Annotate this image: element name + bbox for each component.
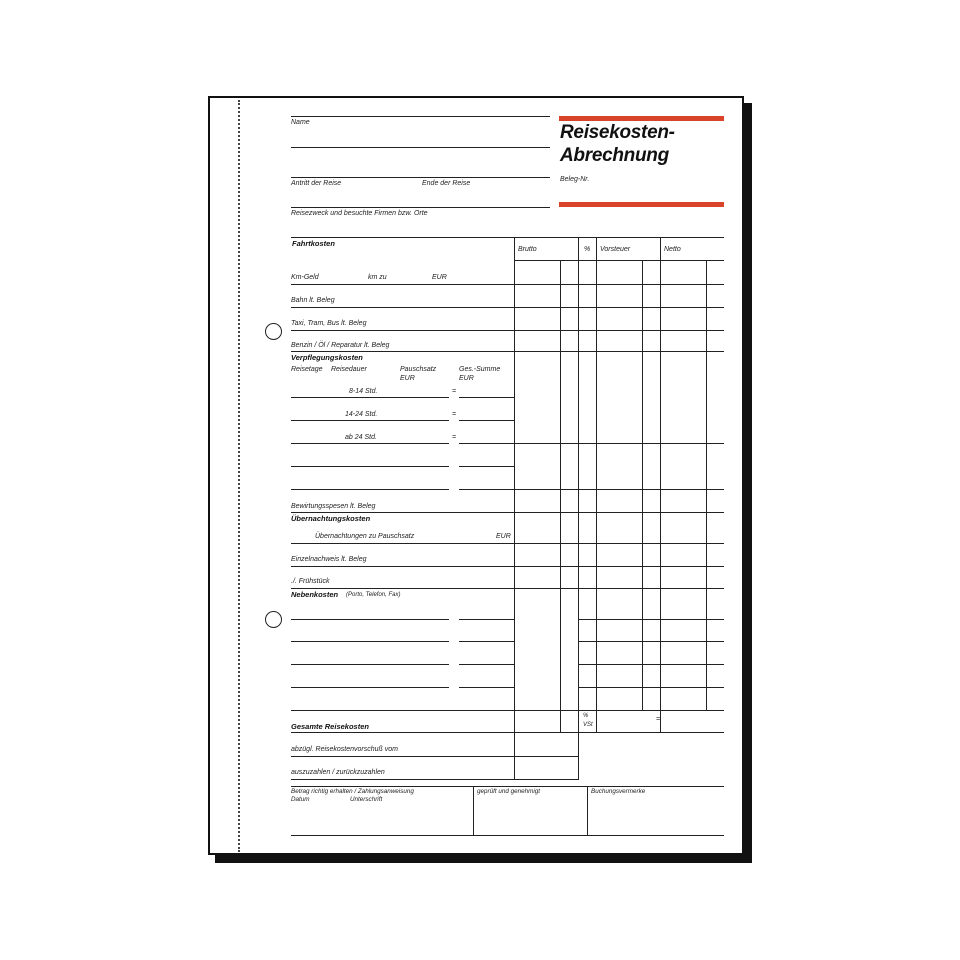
payout-field[interactable] (291, 779, 579, 780)
punch-hole (265, 323, 282, 340)
equals-sign: = (452, 434, 457, 441)
vst-label: VSt (583, 722, 593, 728)
row-rule (579, 687, 724, 688)
col-line-brutto-left (514, 237, 515, 779)
meal-sum-field[interactable] (459, 397, 514, 398)
ende-label: Ende der Reise (422, 180, 471, 187)
bewirtung-label: Bewirtungsspesen lt. Beleg (291, 503, 376, 510)
vst-percent-label: % (583, 713, 589, 719)
pauschsatz-eur-label: EUR (400, 375, 415, 382)
unterschrift-label: Unterschrift (350, 796, 383, 803)
uebernachtung-heading: Übernachtungskosten (291, 514, 371, 523)
equals-sign: = (452, 411, 457, 418)
meal-days-field[interactable] (291, 397, 449, 398)
accent-bar-bottom (559, 202, 724, 207)
accent-bar-top (559, 116, 724, 121)
advance-field[interactable] (291, 756, 579, 757)
verpflegung-heading: Verpflegungskosten (291, 353, 363, 362)
duration-ab-24: ab 24 Std. (345, 434, 377, 441)
name-label: Name (291, 119, 310, 126)
uebernachtung-pauschsatz-label: Übernachtungen zu Pauschsatz (315, 533, 415, 540)
col-brutto: Brutto (518, 246, 537, 253)
gessumme-eur-label: EUR (459, 375, 474, 382)
km-zu-label: km zu (368, 274, 387, 281)
row-rule (579, 641, 724, 642)
row-rule (579, 664, 724, 665)
duration-14-24: 14-24 Std. (345, 411, 378, 418)
col-line-percent-right (596, 237, 597, 732)
meal-extra-sum-field[interactable] (459, 489, 514, 490)
col-vorsteuer: Vorsteuer (600, 246, 631, 253)
column-header-rule (514, 260, 724, 261)
punch-hole (265, 611, 282, 628)
footer-divider (473, 786, 474, 836)
reisetage-label: Reisetage (291, 366, 323, 373)
footer-divider (587, 786, 588, 836)
expense-desc-field[interactable] (291, 619, 449, 620)
row-rule (291, 307, 724, 308)
meal-days-field[interactable] (291, 443, 449, 444)
pauschsatz-label: Pauschsatz (400, 366, 437, 373)
row-rule (291, 284, 724, 285)
expense-sum-field[interactable] (459, 641, 514, 642)
gessumme-label: Ges.-Summe (459, 366, 501, 373)
expense-sum-field[interactable] (459, 687, 514, 688)
bahn-label: Bahn lt. Beleg (291, 297, 335, 304)
reisedauer-label: Reisedauer (331, 366, 367, 373)
expense-desc-field[interactable] (291, 664, 449, 665)
col-netto: Netto (664, 246, 681, 253)
row-rule (291, 566, 724, 567)
equals-sign: = (452, 388, 457, 395)
section-rule (291, 588, 724, 589)
beleg-nr-label: Beleg-Nr. (560, 176, 590, 183)
signature-field[interactable] (291, 835, 724, 836)
antritt-label: Antritt der Reise (291, 180, 342, 187)
uebernachtung-eur-label: EUR (496, 533, 511, 540)
benzin-label: Benzin / Öl / Reparatur lt. Beleg (291, 342, 390, 349)
col-percent: % (584, 246, 591, 253)
form-title-line2: Abrechnung (560, 145, 669, 166)
row-rule (291, 330, 724, 331)
col-line-vorsteuer-cents (642, 260, 643, 711)
km-eur-label: EUR (432, 274, 447, 281)
total-rule (291, 732, 724, 733)
buchung-label: Buchungsvermerke (591, 788, 646, 795)
name-field[interactable] (291, 147, 550, 148)
geprueft-label: geprüft und genehmigt (477, 788, 541, 795)
meal-extra-field[interactable] (291, 489, 449, 490)
zweck-label: Reisezweck und besuchte Firmen bzw. Orte (291, 210, 428, 217)
purpose-field[interactable] (291, 207, 550, 208)
duration-8-14: 8-14 Std. (349, 388, 378, 395)
row-rule (514, 443, 724, 444)
footer-top-rule (291, 786, 724, 787)
vorschuss-label: abzügl. Reisekostenvorschuß vom (291, 746, 398, 753)
gesamt-label: Gesamte Reisekosten (291, 722, 369, 731)
form-sheet (208, 96, 744, 855)
name-rule (291, 116, 550, 117)
expense-sum-field[interactable] (459, 664, 514, 665)
expense-desc-field[interactable] (291, 687, 449, 688)
travel-dates-field[interactable] (291, 177, 550, 178)
expense-desc-field[interactable] (291, 641, 449, 642)
fruehstueck-label: ./. Frühstück (291, 578, 330, 585)
nebenkosten-hint: (Porto, Telefon, Fax) (346, 592, 401, 598)
meal-days-field[interactable] (291, 420, 449, 421)
expense-sum-field[interactable] (459, 619, 514, 620)
meal-sum-field[interactable] (459, 443, 514, 444)
auszahlen-label: auszuzahlen / zurückzuzahlen (291, 769, 385, 776)
row-rule (514, 489, 724, 490)
col-line-vorsteuer-right (660, 237, 661, 732)
meal-extra-field[interactable] (291, 466, 449, 467)
einzelnachweis-label: Einzelnachweis lt. Beleg (291, 556, 367, 563)
fahrtkosten-heading: Fahrtkosten (292, 239, 335, 248)
datum-label: Datum (291, 796, 310, 803)
taxi-label: Taxi, Tram, Bus lt. Beleg (291, 320, 367, 327)
col-line-brutto-right (578, 237, 579, 779)
meal-extra-sum-field[interactable] (459, 466, 514, 467)
row-rule (579, 619, 724, 620)
perforation-line (238, 100, 240, 852)
erhalten-label: Betrag richtig erhalten / Zahlungsanweisung (291, 788, 414, 795)
nebenkosten-heading: Nebenkosten (291, 590, 339, 599)
row-rule (291, 543, 724, 544)
form-title-line1: Reisekosten- (560, 122, 675, 143)
km-geld-label: Km-Geld (291, 274, 319, 281)
section-rule (291, 710, 724, 711)
netto-equals: = (656, 716, 661, 723)
meal-sum-field[interactable] (459, 420, 514, 421)
col-line-netto-cents (706, 260, 707, 711)
